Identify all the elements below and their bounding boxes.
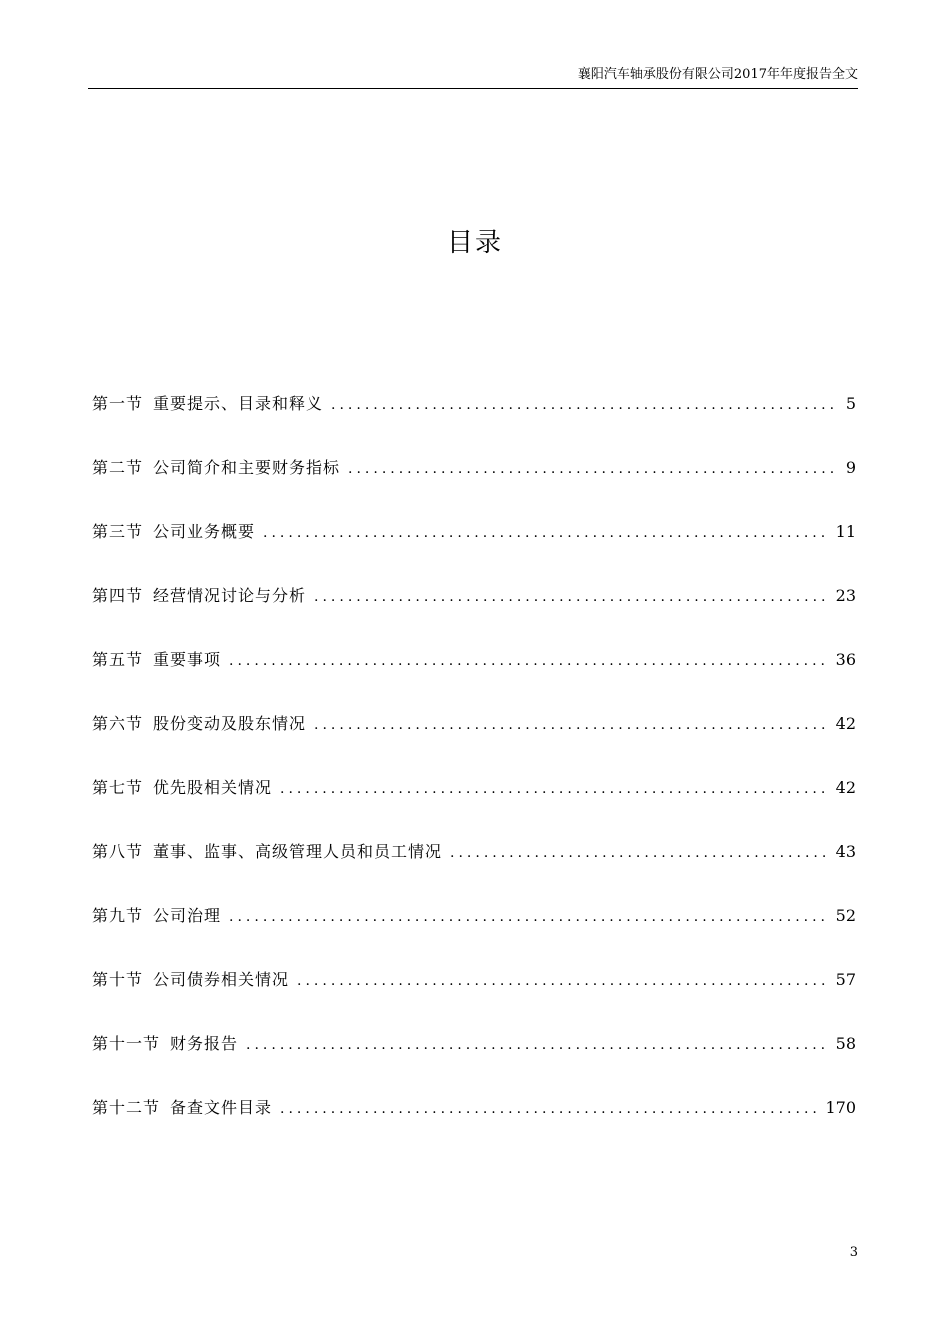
toc-page-number: 11 <box>835 522 856 541</box>
toc-section-label: 第五节 <box>92 650 144 669</box>
toc-entry[interactable] <box>92 520 856 584</box>
toc-page-number: 42 <box>835 778 856 797</box>
toc-page-number: 170 <box>825 1098 856 1117</box>
toc-entry[interactable] <box>92 904 856 968</box>
toc-dot-leader <box>280 777 828 801</box>
toc-page-number: 42 <box>835 714 856 733</box>
toc-section-label: 第三节 <box>92 522 144 541</box>
toc-entry[interactable] <box>92 712 856 776</box>
toc-section-name: 公司治理 <box>153 906 222 925</box>
toc-dot-leader <box>314 713 828 737</box>
running-header-text: 襄阳汽车轴承股份有限公司2017年年度报告全文 <box>577 67 858 82</box>
toc-page-number: 52 <box>835 906 856 925</box>
toc-section-name: 股份变动及股东情况 <box>153 714 307 733</box>
toc-entry[interactable] <box>92 456 856 520</box>
toc-entry[interactable] <box>92 648 856 712</box>
toc-section-label: 第七节 <box>92 778 144 797</box>
table-of-contents <box>92 392 856 1160</box>
toc-section-label: 第十二节 <box>92 1098 161 1117</box>
toc-page-number: 23 <box>835 586 856 605</box>
toc-section-label: 第二节 <box>92 458 144 477</box>
toc-section-label: 第十节 <box>92 970 144 989</box>
toc-dot-leader <box>297 969 828 993</box>
page-number: 3 <box>849 1245 858 1260</box>
toc-section-name: 财务报告 <box>170 1034 239 1053</box>
toc-entry[interactable] <box>92 584 856 648</box>
toc-section-name: 备查文件目录 <box>170 1098 273 1117</box>
toc-section-label: 第八节 <box>92 842 144 861</box>
toc-dot-leader <box>246 1033 828 1057</box>
page-title: 目录 <box>446 228 503 258</box>
toc-page-number: 43 <box>835 842 856 861</box>
toc-page-number: 9 <box>845 458 856 477</box>
toc-section-name: 经营情况讨论与分析 <box>153 586 307 605</box>
toc-entry[interactable] <box>92 776 856 840</box>
toc-section-name: 董事、监事、高级管理人员和员工情况 <box>153 842 443 861</box>
toc-section-label: 第九节 <box>92 906 144 925</box>
toc-section-name: 公司简介和主要财务指标 <box>153 458 341 477</box>
toc-entry[interactable] <box>92 968 856 1032</box>
toc-section-name: 优先股相关情况 <box>153 778 273 797</box>
toc-section-name: 公司债券相关情况 <box>153 970 290 989</box>
toc-dot-leader <box>229 905 828 929</box>
running-header <box>88 66 858 89</box>
toc-page-number: 5 <box>845 394 856 413</box>
toc-dot-leader <box>331 393 838 417</box>
toc-entry[interactable] <box>92 840 856 904</box>
toc-dot-leader <box>348 457 838 481</box>
toc-page-number: 58 <box>835 1034 856 1053</box>
toc-entry[interactable] <box>92 1032 856 1096</box>
toc-page-number: 36 <box>835 650 856 669</box>
toc-dot-leader <box>280 1097 817 1121</box>
toc-section-label: 第十一节 <box>92 1034 161 1053</box>
toc-section-label: 第四节 <box>92 586 144 605</box>
toc-dot-leader <box>450 841 828 865</box>
toc-section-label: 第一节 <box>92 394 144 413</box>
toc-section-name: 重要提示、目录和释义 <box>153 394 324 413</box>
toc-dot-leader <box>314 585 828 609</box>
toc-dot-leader <box>263 521 828 545</box>
toc-section-label: 第六节 <box>92 714 144 733</box>
toc-section-name: 公司业务概要 <box>153 522 256 541</box>
toc-entry[interactable] <box>92 392 856 456</box>
toc-section-name: 重要事项 <box>153 650 222 669</box>
toc-dot-leader <box>229 649 828 673</box>
toc-entry[interactable] <box>92 1096 856 1160</box>
toc-page-number: 57 <box>835 970 856 989</box>
